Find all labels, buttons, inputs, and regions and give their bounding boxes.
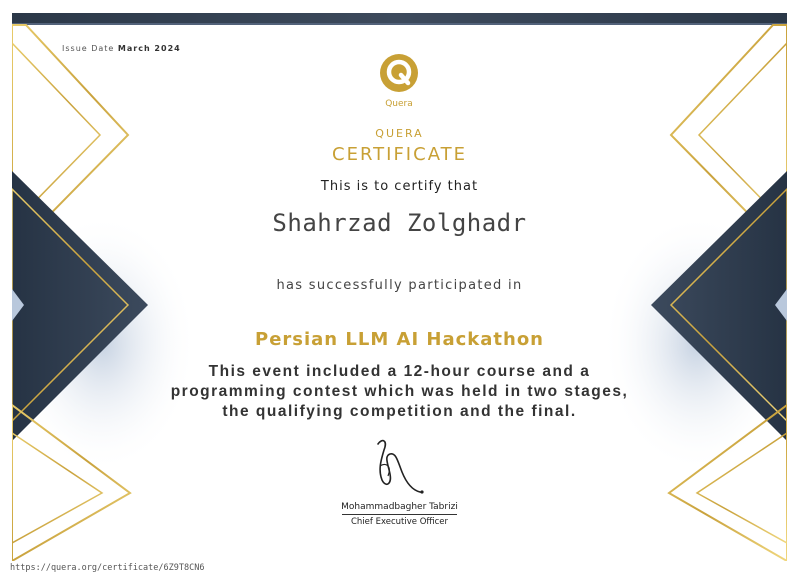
signature-mark bbox=[362, 436, 432, 500]
quera-logo-icon bbox=[379, 53, 419, 93]
signatory-title: Chief Executive Officer bbox=[351, 517, 448, 527]
signatory-name: Mohammadbagher Tabrizi bbox=[341, 502, 458, 512]
recipient-name: Shahrzad Zolghadr bbox=[272, 209, 527, 237]
issue-date-value: March 2024 bbox=[117, 44, 181, 53]
logo-wordmark: Quera bbox=[385, 99, 413, 109]
event-name: Persian LLM AI Hackathon bbox=[255, 329, 544, 350]
issue-date bbox=[62, 44, 181, 53]
certificate-url[interactable]: https://quera.org/certificate/6Z9T8CN6 bbox=[10, 563, 205, 573]
certificate-title: CERTIFICATE bbox=[332, 144, 467, 165]
certify-text: This is to certify that bbox=[320, 179, 479, 194]
issue-date-label: Issue Date bbox=[62, 44, 115, 53]
participated-text: has successfully participated in bbox=[276, 278, 523, 293]
event-description: This event included a 12-hour course and a programming contest which was held in two stages, the qualifying competition and the final. bbox=[170, 363, 629, 420]
certificate bbox=[12, 13, 787, 561]
signature-line bbox=[342, 514, 457, 515]
brand-name: QUERA bbox=[375, 127, 424, 140]
quera-logo bbox=[374, 53, 424, 109]
